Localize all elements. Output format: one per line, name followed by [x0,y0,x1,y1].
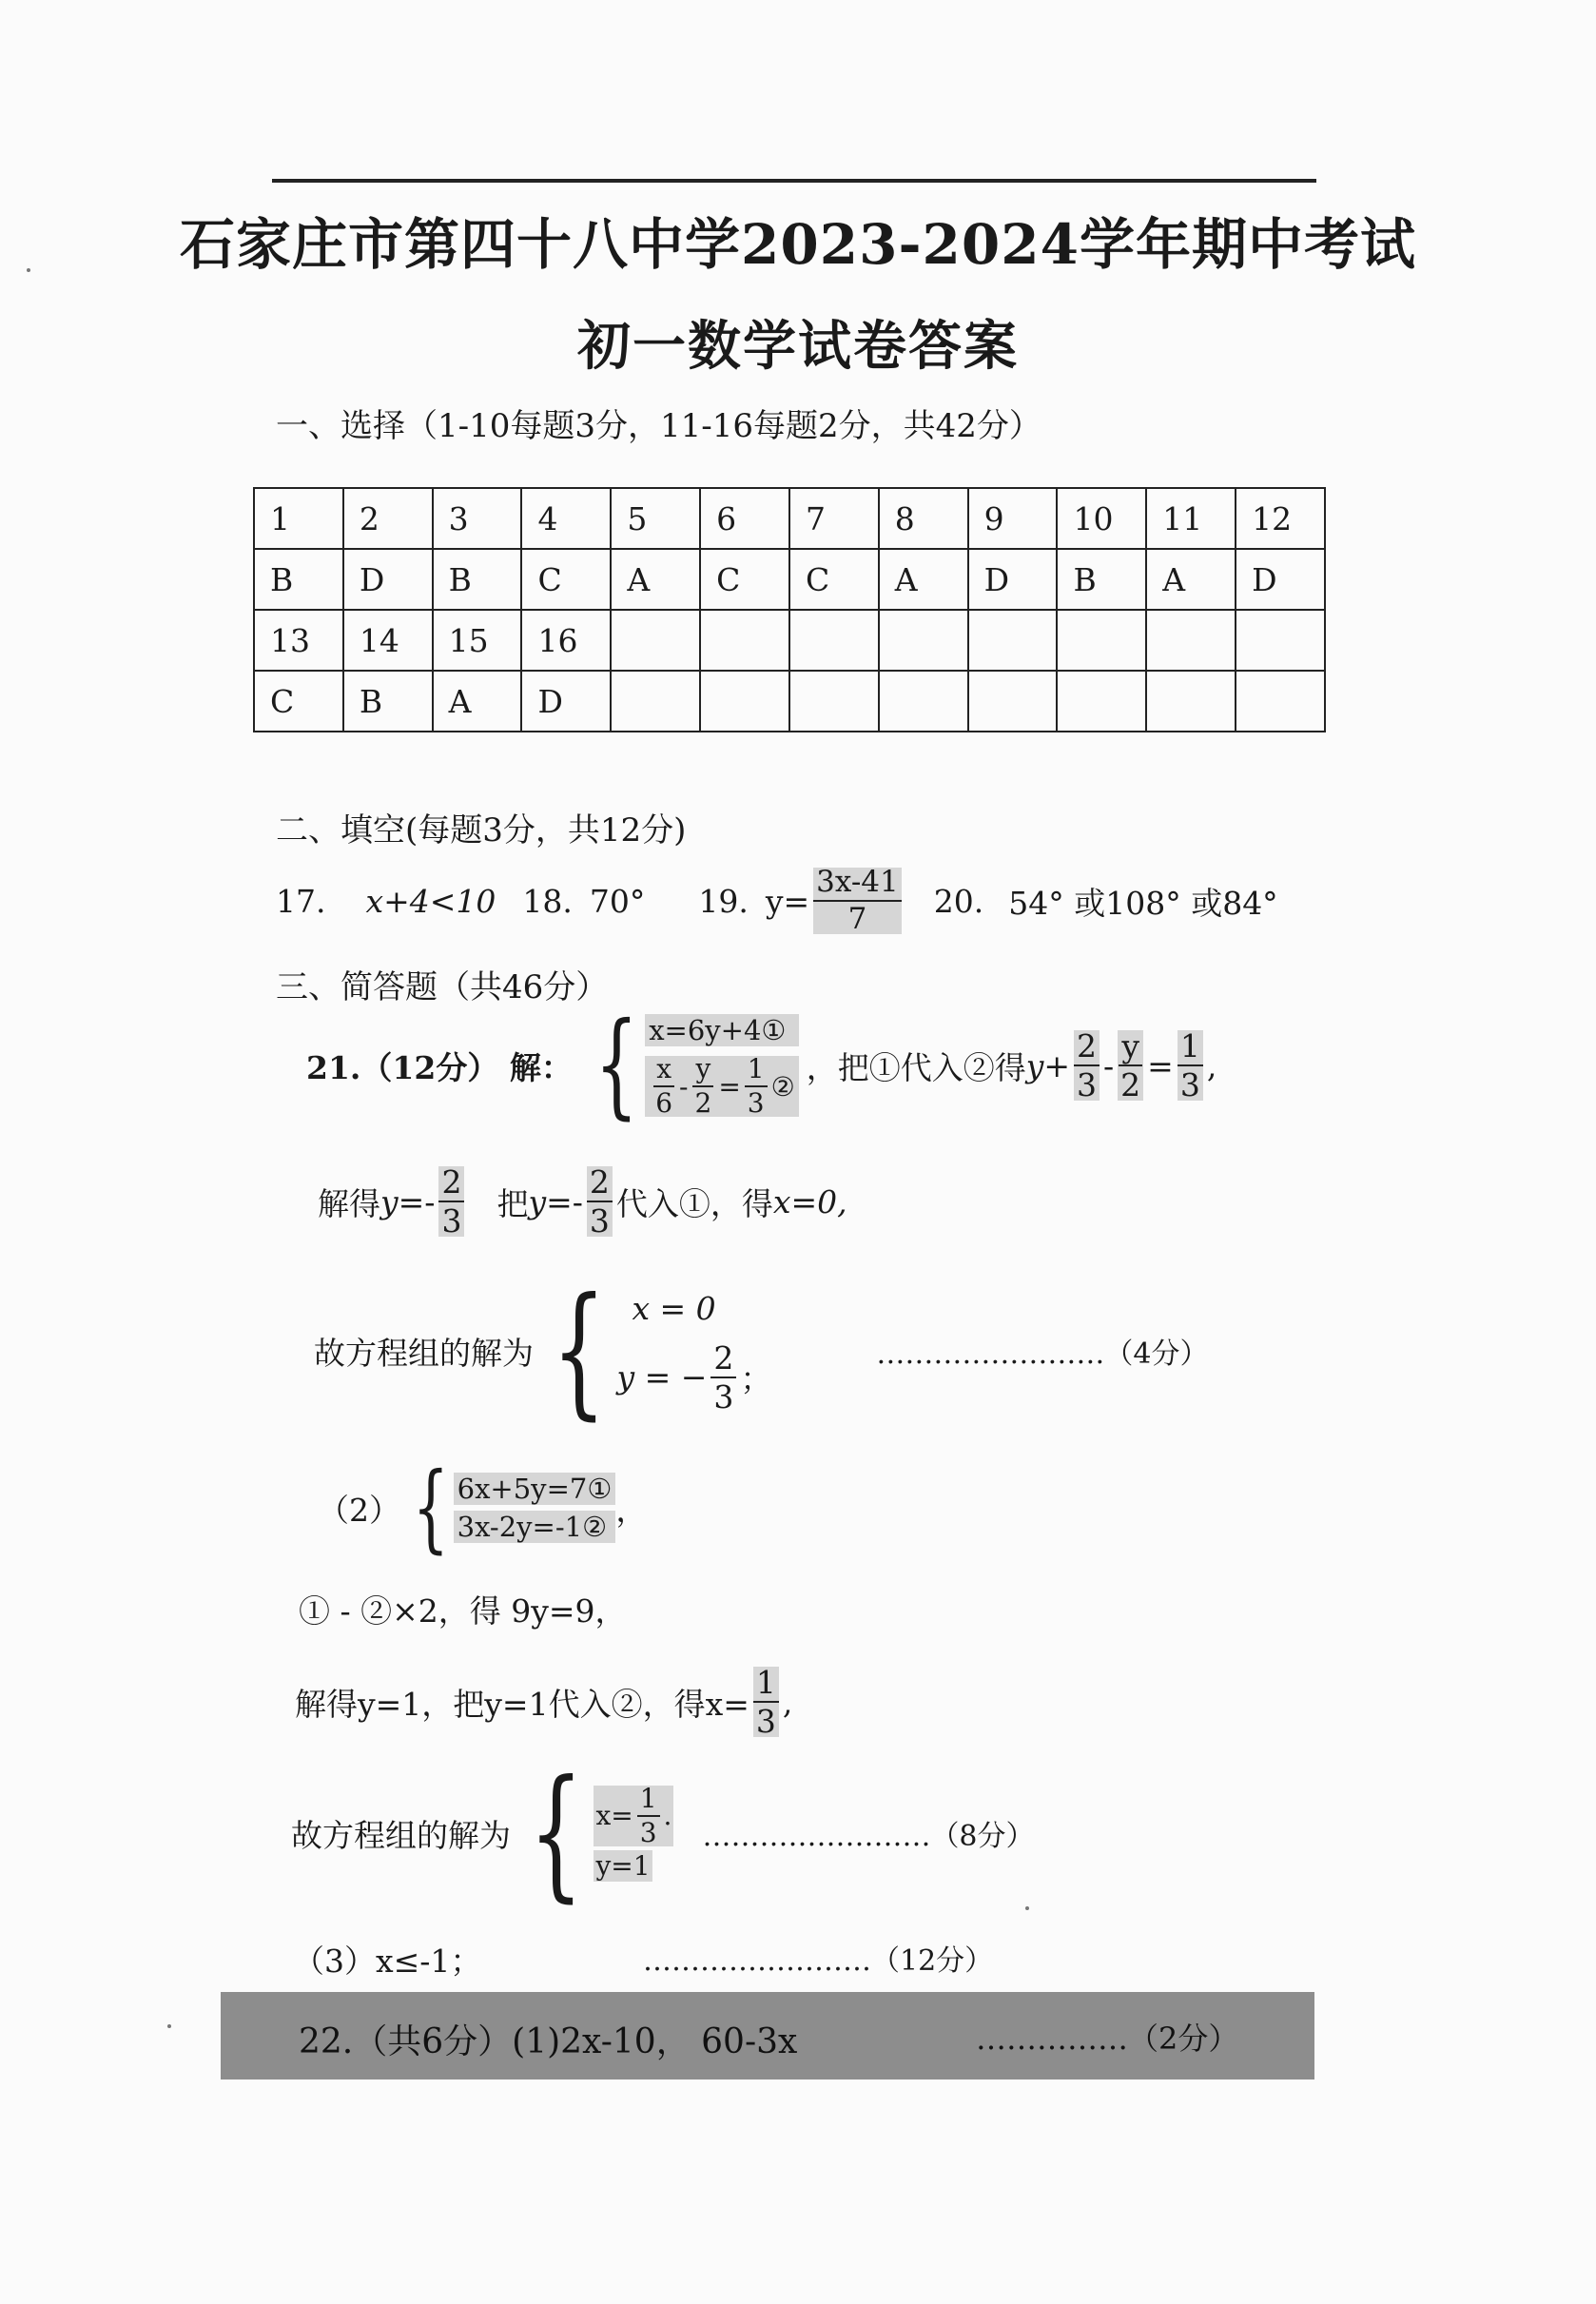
section1-heading: 一、选择（1-10每题3分，11-16每题2分，共42分） [276,407,1041,445]
q21-sub-f2 [1118,1027,1143,1103]
q21-solve-minus: - [424,1182,436,1220]
q18-answer: 70° [589,882,646,920]
table-cell: 13 [254,610,343,671]
table-cell: 6 [700,488,789,549]
q21-eq2-tail: ② [770,1070,795,1103]
page-title: 石家庄市第四十八中学2023-2024学年期中考试 [180,212,1416,277]
left-brace-icon: { [594,999,638,1131]
p3-answer: （3）x≤-1； [293,1943,482,1980]
q21-eq2-a-den: 6 [655,1087,673,1119]
q21-part1-line [306,999,1217,1131]
table-cell [968,671,1058,732]
p2-sol-x: x= [595,1800,633,1831]
table-row [254,549,1325,610]
scan-speck [1025,1906,1029,1910]
page-subtitle: 初一数学试卷答案 [577,315,1019,378]
table-cell [700,610,789,671]
p2-sol-x-num: 1 [637,1786,660,1817]
p2-sol-y: y=1 [595,1849,651,1882]
q21-eq2-a-num: x [653,1056,674,1087]
p2-solve-num: 1 [753,1667,779,1703]
p2-step: ① - ②×2，得 9y=9， [299,1592,627,1630]
p2-solve: 解得y=1，把y=1代入②，得x= [295,1685,749,1723]
q21-solve-f2-den: 3 [589,1202,610,1240]
table-cell: C [521,549,611,610]
q21-sol-y-frac [710,1338,736,1416]
table-cell: D [343,549,433,610]
q21-sub-f1-den: 3 [1077,1066,1098,1103]
table-cell: 2 [343,488,433,549]
q21-solve-minus2: - [572,1182,583,1220]
q21-score1: ……………………（4分） [876,1337,1209,1371]
table-cell: D [968,549,1058,610]
p3-score: ……………………（12分） [643,1944,994,1978]
table-cell [879,671,968,732]
q21-solve-a: 解得 [318,1184,380,1222]
table-cell: A [611,549,700,610]
answer-table [253,487,1326,732]
p2-system [400,1452,615,1563]
q21-solve-f2 [587,1163,613,1240]
q22-score: ……………（2分） [976,2021,1239,2057]
p2-eq1: 6x+5y=7① [454,1473,616,1505]
p2-solve-line [295,1664,793,1740]
q21-solve-b: 把 [496,1184,529,1222]
q21-eq2-c-den: 3 [747,1087,765,1119]
p2-comma: ， [615,1491,648,1529]
table-cell [789,671,879,732]
q21-sub-f2-den: 2 [1120,1066,1141,1103]
q21-eq2: $\frac{x}{6}$ - $\frac{y}{2}$ = $\frac{1}{3}$ ② [645,1056,799,1117]
table-cell [1057,671,1146,732]
q21-sub-f1 [1074,1027,1100,1103]
q21-system1 [580,999,799,1131]
q21-sub-y: y+ [1025,1046,1071,1084]
q21-eq1: x=6y+4① [645,1014,799,1046]
table-cell: C [254,671,343,732]
p2-eq2: 3x-2y=-1② [454,1511,616,1543]
table-row [254,488,1325,549]
table-cell [611,671,700,732]
q21-sub-f3 [1178,1027,1203,1103]
p2-solve-frac [753,1664,779,1740]
p2-sol-system [511,1750,673,1916]
left-brace-icon: { [529,1750,584,1916]
p2-solution [291,1750,1035,1916]
scan-speck [27,268,30,272]
left-brace-icon: { [412,1452,449,1563]
q21-sub-f2-num: y [1119,1030,1142,1066]
q21-solution1 [314,1268,1209,1434]
scan-speck [167,2024,171,2028]
table-row [254,671,1325,732]
q19-label: 19. [698,882,749,920]
q21-sub-eq: = [1147,1046,1174,1084]
q21-solve-f [438,1163,464,1240]
q21-solve-f2-num: 2 [587,1166,613,1202]
table-cell [879,610,968,671]
table-cell: 8 [879,488,968,549]
p2-solve-den: 3 [755,1703,776,1740]
q21-sol-semicolon: ； [740,1360,772,1397]
q21-part2-line [318,1452,648,1563]
q17-label: 17. [276,882,326,920]
q21-solve-f-den: 3 [441,1202,462,1240]
q21-sol-x: x = 0 [632,1289,716,1327]
q21-sol-y: y = − [616,1358,708,1396]
q21-sol-system [534,1268,772,1434]
table-cell: 14 [343,610,433,671]
q21-solve-line [318,1163,847,1240]
table-cell: C [789,549,879,610]
table-row [254,610,1325,671]
table-cell [1057,610,1146,671]
table-cell: 7 [789,488,879,549]
table-cell [611,610,700,671]
q21-sol-y-num: 2 [710,1342,736,1378]
q19-prefix: y= [765,882,810,920]
q21-eq2-c-num: 1 [745,1056,768,1087]
q19-numerator: 3x-41 [813,868,902,902]
q18-label: 18. [522,882,573,920]
table-cell: D [521,671,611,732]
table-cell [789,610,879,671]
q17-answer: x+4<10 [365,882,496,920]
q21-sub-f3-den: 3 [1179,1066,1200,1103]
table-cell: 1 [254,488,343,549]
left-brace-icon: { [552,1268,607,1434]
q21-sub-minus: - [1103,1046,1115,1084]
q21-sol-label: 故方程组的解为 [314,1334,534,1372]
table-cell: 9 [968,488,1058,549]
p2-sol-dot: . [663,1800,672,1831]
table-cell: A [879,549,968,610]
q21-solve-x: x=0, [772,1182,847,1220]
q19-denominator: 7 [847,902,867,936]
table-cell [1146,671,1236,732]
table-cell [700,671,789,732]
q21-solve-f-num: 2 [438,1166,464,1202]
p2-sol-x-row [594,1782,673,1848]
fill-blank-answers [276,865,1278,936]
q21-sol-y-den: 3 [713,1377,734,1416]
table-cell: 4 [521,488,611,549]
section3-heading: 三、简答题（共46分） [276,968,609,1006]
table-cell [1236,671,1325,732]
table-cell: 12 [1236,488,1325,549]
table-cell: B [254,549,343,610]
q20-label: 20. [933,882,984,920]
p2-sol-label: 故方程组的解为 [291,1816,511,1854]
table-cell: 15 [433,610,522,671]
table-cell: B [1057,549,1146,610]
p2-solve-end: , [782,1683,793,1721]
top-rule [272,179,1316,183]
q21-label: 21.（12分） 解： [306,1048,573,1086]
p2-sol-x-den: 3 [639,1816,657,1848]
q21-solve-y2: y= [528,1182,573,1220]
table-cell: 16 [521,610,611,671]
table-cell: 3 [433,488,522,549]
q19-fraction [813,865,902,936]
table-cell: A [433,671,522,732]
table-cell: 10 [1057,488,1146,549]
q21-sub-f1-num: 2 [1074,1030,1100,1066]
table-cell: 5 [611,488,700,549]
q21-eq2-b-num: y [692,1056,713,1087]
table-cell [1146,610,1236,671]
q21-solve-y: y= [380,1182,425,1220]
q21-sub-f3-num: 1 [1178,1030,1203,1066]
q22-text: 22.（共6分）(1)2x-10， 60-3x [299,2022,798,2061]
table-cell: B [433,549,522,610]
p2-label: （2） [318,1491,400,1529]
q20-answer: 54° 或108° 或84° [1008,884,1278,922]
table-cell: B [343,671,433,732]
p2-score2: ……………………（8分） [702,1820,1035,1853]
table-cell: A [1146,549,1236,610]
table-cell: D [1236,549,1325,610]
q21-solve-c: 代入①，得 [615,1184,773,1222]
table-cell: 11 [1146,488,1236,549]
q21-sub-end: , [1206,1046,1217,1084]
section2-heading: 二、填空(每题3分，共12分) [276,811,687,849]
q21-eq2-b-den: 2 [694,1087,712,1119]
table-cell [968,610,1058,671]
table-cell [1236,610,1325,671]
q21-sub-text: ，把①代入②得 [806,1048,1026,1086]
table-cell: C [700,549,789,610]
